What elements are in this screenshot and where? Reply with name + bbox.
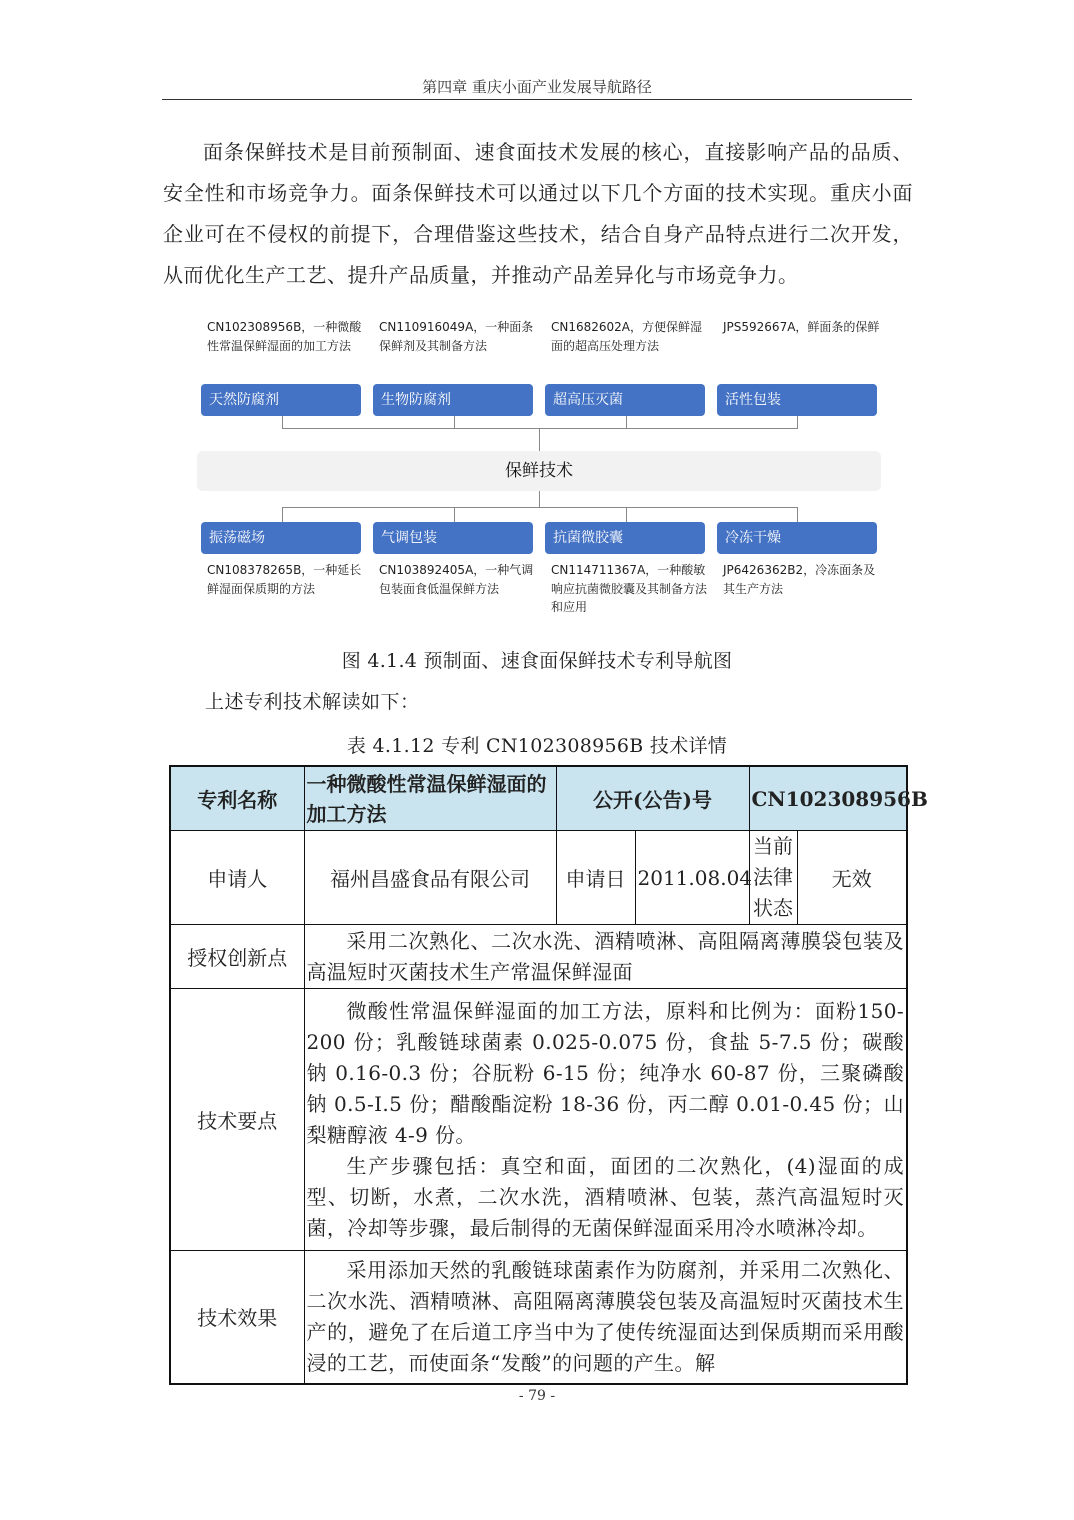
- connector: [539, 491, 540, 507]
- connector: [282, 428, 798, 429]
- patent-note-bottom-1: CN108378265B，一种延长鲜湿面保质期的方法: [207, 563, 362, 596]
- connector: [282, 416, 283, 428]
- table-row: [170, 1251, 907, 1384]
- applicant-label: 申请人: [170, 831, 304, 925]
- effect-label: 技术效果: [170, 1251, 304, 1384]
- lead-text: 上述专利技术解读如下：: [205, 691, 420, 713]
- tech-node-bottom-4: 冷冻干燥: [717, 522, 877, 554]
- table-row: [170, 831, 907, 925]
- patent-note-top-1: CN102308956B，一种微酸性常温保鲜湿面的加工方法: [207, 320, 362, 353]
- tech-node-bottom-3: 抗菌微胶囊: [545, 522, 705, 554]
- patent-navigation-diagram: [0, 0, 1074, 640]
- table-caption: 表 4.1.12 专利 CN102308956B 技术详情: [346, 735, 728, 757]
- status-value: 无效: [797, 831, 907, 925]
- table-row: [170, 989, 907, 1251]
- tech-node-bottom-2: 气调包装: [373, 522, 533, 554]
- connector: [797, 416, 798, 428]
- patent-note-top-3: CN1682602A，方便保鲜湿面的超高压处理方法: [551, 320, 703, 353]
- connector: [626, 416, 627, 428]
- keypoints-paragraph-1: 微酸性常温保鲜湿面的加工方法，原料和比例为：面粉150-200 份；乳酸链球菌素 0.025-0.075 份，食盐 5-7.5 份；碳酸钠 0.16-0.3 份；谷朊粉 6-15 份；纯净水 60-87 份，三聚磷酸钠 0.5-I.5 份；醋酸酯淀粉 18-36 份，丙二醇 0.01-0.45 份；山梨糖醇液 4-9 份。: [306, 998, 905, 1147]
- connector: [454, 507, 455, 522]
- effect-value: 采用添加天然的乳酸链球菌素作为防腐剂，并采用二次熟化、二次水洗、酒精喷淋、高阻隔离薄膜袋包装及高温短时灭菌技术生产的，避免了在后道工序当中为了使传统湿面达到保质期而采用酸浸的工艺，而使面条“发酸”的问题的产生。解: [306, 1257, 905, 1375]
- patent-note-bottom-2: CN103892405A，一种气调包装面食低温保鲜方法: [379, 563, 534, 596]
- innovation-label: 授权创新点: [170, 925, 304, 989]
- connector: [454, 416, 455, 428]
- connector: [797, 507, 798, 522]
- connector: [626, 507, 627, 522]
- pub-value: CN102308956B: [749, 766, 907, 831]
- page-number: - 79 -: [518, 1388, 556, 1404]
- keypoints-paragraph-2: 生产步骤包括：真空和面，面团的二次熟化，(4)湿面的成型、切断，水煮，二次水洗，酒精喷淋、包装，蒸汽高温短时灭菌，冷却等步骤，最后制得的无菌保鲜湿面采用冷水喷淋冷却。: [306, 1153, 905, 1240]
- intro-paragraph: 面条保鲜技术是目前预制面、速食面技术发展的核心，直接影响产品的品质、安全性和市场竞争力。面条保鲜技术可以通过以下几个方面的技术实现。重庆小面企业可在不侵权的前提下，合理借鉴这些技术，结合自身产品特点进行二次开发，从而优化生产工艺、提升产品质量，并推动产品差异化与市场竞争力。: [163, 140, 913, 287]
- date-label: 申请日: [556, 831, 635, 925]
- center-node: 保鲜技术: [197, 451, 881, 491]
- keypoints-cell: [304, 989, 907, 1251]
- page-header: 第四章 重庆小面产业发展导航路径: [422, 78, 652, 96]
- patent-note-top-4: JPS592667A，鲜面条的保鲜: [723, 320, 880, 334]
- patent-note-top-2: CN110916049A，一种面条保鲜剂及其制备方法: [379, 320, 534, 353]
- tech-node-top-1: 天然防腐剂: [201, 384, 361, 416]
- tech-node-top-2: 生物防腐剂: [373, 384, 533, 416]
- tech-node-top-4: 活性包装: [717, 384, 877, 416]
- patent-note-bottom-4: JP6426362B2，冷冻面条及其生产方法: [723, 563, 876, 596]
- patent-note-bottom-3: CN114711367A，一种酸敏响应抗菌微胶囊及其制备方法和应用: [551, 563, 708, 614]
- connector: [539, 428, 540, 451]
- pub-label: 公开(公告)号: [556, 766, 749, 831]
- keypoints-label: 技术要点: [170, 989, 304, 1251]
- date-value: 2011.08.04: [635, 831, 749, 925]
- innovation-cell: [304, 925, 907, 989]
- innovation-value: 采用二次熟化、二次水洗、酒精喷淋、高阻隔离薄膜袋包装及高温短时灭菌技术生产常温保鲜湿面: [306, 928, 905, 984]
- name-label: 专利名称: [170, 766, 304, 831]
- patent-detail-table: [169, 765, 928, 1385]
- tech-node-bottom-1: 振荡磁场: [201, 522, 361, 554]
- effect-cell: [304, 1251, 907, 1384]
- status-label: 当前法律状态: [749, 831, 797, 925]
- tech-node-top-3: 超高压灭菌: [545, 384, 705, 416]
- table-row: [170, 766, 907, 831]
- connector: [282, 507, 798, 508]
- name-value: 一种微酸性常温保鲜湿面的加工方法: [304, 766, 556, 831]
- table-row: [170, 925, 907, 989]
- applicant-value: 福州昌盛食品有限公司: [304, 831, 556, 925]
- connector: [282, 507, 283, 522]
- figure-caption: 图 4.1.4 预制面、速食面保鲜技术专利导航图: [341, 650, 733, 672]
